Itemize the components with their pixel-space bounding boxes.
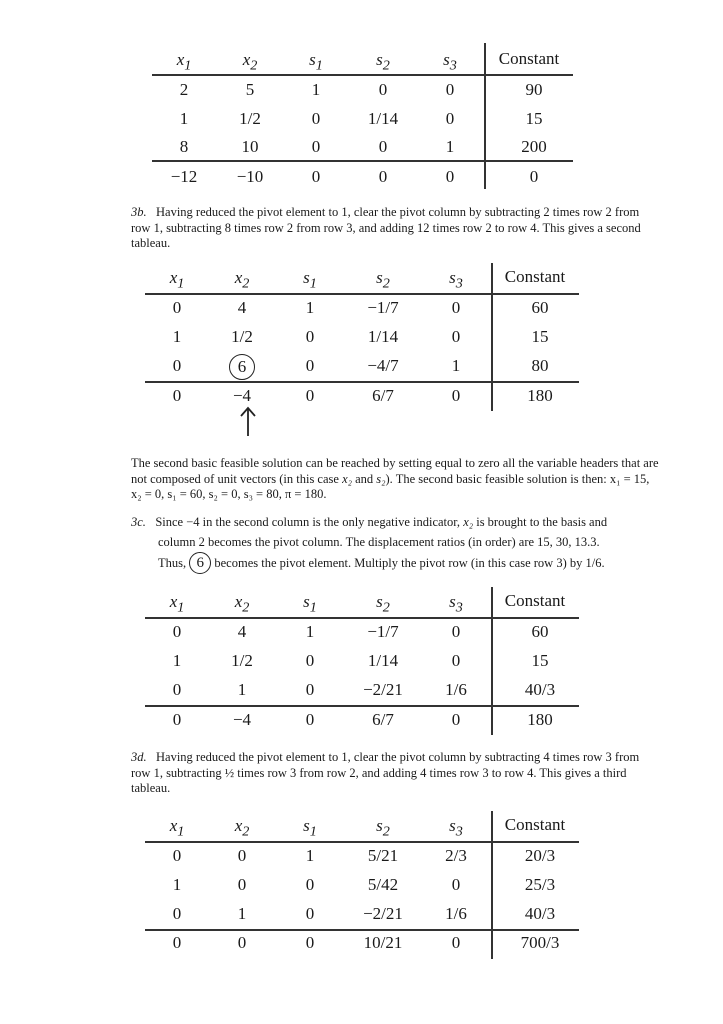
table-cell: 0 (305, 933, 315, 952)
table-cell: 180 (527, 710, 553, 729)
table-cell: 200 (521, 137, 547, 156)
header-s1: $s_1$ (303, 592, 317, 616)
table-cell: 1 (179, 109, 189, 128)
table-cell: 0 (378, 137, 388, 156)
header-x2: $x_2$ (242, 50, 258, 74)
header-s2: $s_2$ (376, 268, 390, 292)
table-cell: 0 (529, 167, 539, 186)
table-cell: −2/21 (363, 904, 403, 923)
table-cell: 1/14 (367, 651, 399, 670)
table-cell: 1 (445, 137, 455, 156)
var-x2: x₂ (463, 515, 474, 529)
header-s3: $s_3$ (449, 816, 463, 840)
table-cell: 0 (172, 356, 182, 375)
pivot-element-circle: 6 (189, 552, 211, 574)
table-cell: 180 (527, 386, 553, 405)
table-cell: 1/14 (367, 109, 399, 128)
table-cell: 0 (311, 167, 321, 186)
table-cell: 1 (305, 846, 315, 865)
table-cell: 4 (237, 298, 247, 317)
table-cell: 700/3 (520, 933, 560, 952)
note-part-1: The second basic feasible solution can be reached by setting equal to zero all the variable headers that are not composed of unit vectors (in this case (131, 456, 659, 486)
table-cell: 0 (451, 622, 461, 641)
header-x2: $x_2$ (234, 268, 250, 292)
table-cell: 0 (378, 80, 388, 99)
pivot-column-arrow (239, 405, 257, 437)
table-cell: −4/7 (367, 356, 399, 375)
var-x2: x₂ (342, 471, 352, 486)
table-cell: 1/14 (367, 327, 399, 346)
table-cell: 0 (451, 298, 461, 317)
table-cell: 5/42 (367, 875, 399, 894)
step-3b (131, 205, 661, 252)
table-cell: 0 (172, 386, 182, 405)
table-cell: 0 (305, 710, 315, 729)
table-cell: 15 (525, 109, 543, 128)
header-x1: $x_1$ (169, 816, 185, 840)
table-cell: 0 (305, 904, 315, 923)
table-cell: 0 (378, 167, 388, 186)
table-cell: 1 (172, 651, 182, 670)
table-cell: 90 (525, 80, 543, 99)
table-cell: 1 (311, 80, 321, 99)
table-cell: 20/3 (524, 846, 556, 865)
header-constant: Constant (504, 591, 566, 610)
header-s3: $s_3$ (449, 268, 463, 292)
table-cell: 0 (445, 167, 455, 186)
table-cell: 1 (451, 356, 461, 375)
step-3c-line1: Since −4 in the second column is the only negative indicator, (155, 515, 464, 529)
note-part-3: ). The second basic feasible solution is then: (385, 471, 610, 486)
header-x1: $x_1$ (169, 268, 185, 292)
table-cell: 5 (245, 80, 255, 99)
header-s2: $s_2$ (376, 50, 390, 74)
var-s2: s₂ (376, 471, 386, 486)
table-cell: 1 (172, 875, 182, 894)
table-cell: 4 (237, 622, 247, 641)
table-cell: 0 (237, 875, 247, 894)
second-solution-note (131, 456, 661, 503)
header-constant: Constant (504, 267, 566, 286)
header-s1: $s_1$ (303, 268, 317, 292)
table-cell: 40/3 (524, 904, 556, 923)
step-3c-line1-end: is brought to the basis and (473, 515, 608, 529)
table-cell: −2/21 (363, 680, 403, 699)
table-cell: 0 (172, 622, 182, 641)
step-3d-label: 3d. (131, 750, 147, 764)
table-cell: 1/6 (445, 680, 467, 699)
table-cell: 8 (179, 137, 189, 156)
table-cell: −12 (170, 167, 198, 186)
table-cell: 0 (237, 846, 247, 865)
table-cell: 5/21 (367, 846, 399, 865)
table-cell: 1 (305, 622, 315, 641)
table-cell: −10 (236, 167, 264, 186)
step-3d-text: Having reduced the pivot element to 1, clear the pivot column by subtracting 4 times row 3 from row 1, subtracting ½ times row 3 from row 2, and adding 4 times row 3 to row 4. This gives a third tableau. (131, 750, 640, 795)
table-cell: 1/6 (445, 904, 467, 923)
table-cell: 0 (172, 904, 182, 923)
table-cell: 0 (451, 327, 461, 346)
step-3c-label: 3c. (131, 515, 146, 529)
table-cell: 1/2 (239, 109, 261, 128)
header-constant: Constant (498, 49, 560, 68)
step-3c (131, 512, 671, 574)
table-cell: −4 (232, 386, 252, 405)
table-cell: 2 (179, 80, 189, 99)
note-solution: x₁ = 15, x₂ = 0, s₁ = 60, s₂ = 0, s₃ = 80, π = 180. (131, 471, 650, 501)
table-cell: 0 (451, 386, 461, 405)
header-s2: $s_2$ (376, 816, 390, 840)
table-cell: −1/7 (367, 298, 399, 317)
table-cell: 6/7 (372, 386, 394, 405)
table-cell: 0 (311, 137, 321, 156)
table-cell: 10 (241, 137, 259, 156)
table-cell: 1 (237, 680, 247, 699)
table-cell: 15 (531, 651, 549, 670)
table-cell: 0 (172, 680, 182, 699)
table-cell: 1 (172, 327, 182, 346)
table-cell: 0 (305, 386, 315, 405)
table-cell: 0 (172, 298, 182, 317)
table-cell: 0 (305, 356, 315, 375)
table-cell: 15 (531, 327, 549, 346)
header-x2: $x_2$ (234, 816, 250, 840)
table-cell: 1/2 (231, 327, 253, 346)
table-cell: 0 (237, 933, 247, 952)
header-x1: $x_1$ (169, 592, 185, 616)
table-cell: 10/21 (363, 933, 403, 952)
header-s3: $s_3$ (449, 592, 463, 616)
step-3d (131, 750, 661, 797)
table-cell: 80 (531, 356, 549, 375)
table-cell: 0 (445, 109, 455, 128)
step-3c-line3-post: becomes the pivot element. Multiply the pivot row (in this case row 3) by 1/6. (214, 556, 605, 570)
table-cell: 0 (172, 933, 182, 952)
header-s1: $s_1$ (303, 816, 317, 840)
table-cell: 60 (531, 298, 549, 317)
table-cell: 0 (311, 109, 321, 128)
table-cell: 0 (172, 710, 182, 729)
header-x1: $x_1$ (176, 50, 192, 74)
header-constant: Constant (504, 815, 566, 834)
table-cell: 1 (305, 298, 315, 317)
step-3c-line3-pre: Thus, (158, 556, 187, 570)
table-cell: 6/7 (372, 710, 394, 729)
table-cell: 25/3 (524, 875, 556, 894)
table-cell: 1 (237, 904, 247, 923)
table-cell: 40/3 (524, 680, 556, 699)
step-3c-line2: column 2 becomes the pivot column. The displacement ratios (in order) are 15, 30, 13.3. (158, 535, 600, 549)
table-cell: 0 (451, 933, 461, 952)
note-part-2: and (351, 471, 377, 486)
table-cell: 0 (305, 680, 315, 699)
table-cell: 2/3 (445, 846, 467, 865)
table-cell: 1/2 (231, 651, 253, 670)
table-cell: −4 (232, 710, 252, 729)
table-cell: −1/7 (367, 622, 399, 641)
table-cell: 0 (305, 327, 315, 346)
step-3b-label: 3b. (131, 205, 147, 219)
table-cell: 0 (305, 875, 315, 894)
table-cell: 0 (305, 651, 315, 670)
table-cell: 0 (451, 710, 461, 729)
header-s3: $s_3$ (443, 50, 457, 74)
table-cell: 0 (451, 651, 461, 670)
table-cell: 60 (531, 622, 549, 641)
pivot-value: 6 (229, 354, 255, 380)
header-s1: $s_1$ (309, 50, 323, 74)
header-s2: $s_2$ (376, 592, 390, 616)
header-x2: $x_2$ (234, 592, 250, 616)
table-cell: 0 (451, 875, 461, 894)
table-cell: 0 (445, 80, 455, 99)
step-3b-text: Having reduced the pivot element to 1, clear the pivot column by subtracting 2 times row 2 from row 1, subtracting 8 times row 2 from row 3, and adding 12 times row 2 to row 4. This gives a second tableau. (131, 205, 641, 250)
table-cell: 0 (172, 846, 182, 865)
